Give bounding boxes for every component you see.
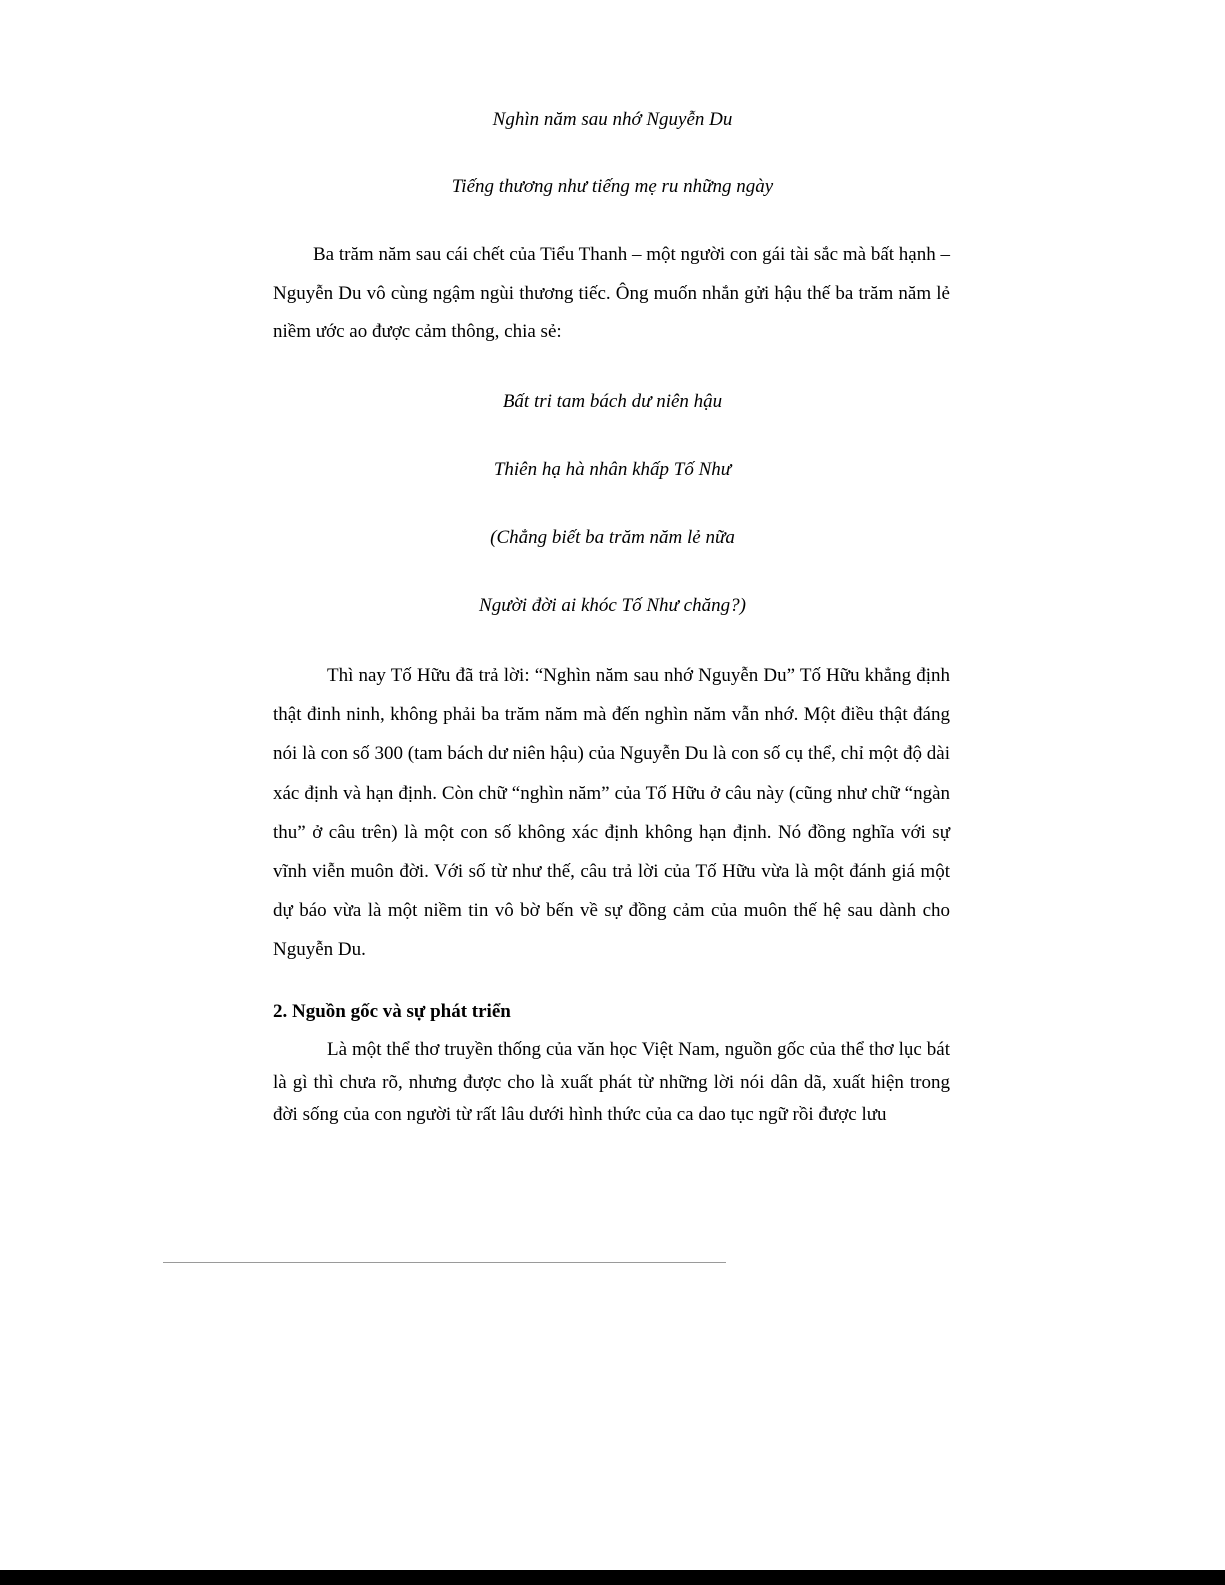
verse-line: Bất tri tam bách dư niên hậu	[502, 391, 723, 412]
verse-line: (Chẳng biết ba trăm năm lẻ nữa	[490, 527, 735, 548]
body-paragraph: Là một thể thơ truyền thống của văn học Việt Nam, nguồn gốc của thể thơ lục bát là gì thì chưa rõ, nhưng được cho là xuất phát từ những lời nói dân dã, xuất hiện trong đời sống của con người từ rất lâu dưới hình thức của ca dao tục ngữ rồi được lưu	[273, 1039, 950, 1125]
bottom-edge-bar	[0, 1570, 1225, 1585]
body-paragraph: Thì nay Tố Hữu đã trả lời: “Nghìn năm sau nhớ Nguyễn Du” Tố Hữu khẳng định thật đinh ninh, không phải ba trăm năm mà đến nghìn năm vẫn nhớ. Một điều thật đáng nói là con số 300 (tam bách dư niên hậu) của Nguyễn Du là con số cụ thể, chỉ một độ dài xác định và hạn định. Còn chữ “nghìn năm” của Tố Hữu ở câu này (cũng như chữ “ngàn thu” ở câu trên) là một con số không xác định không hạn định. Nó đồng nghĩa với sự vĩnh viễn muôn đời. Với số từ như thế, câu trả lời của Tố Hữu vừa là một đánh giá một dự báo vừa là một niềm tin vô bờ bến về sự đồng cảm của muôn thế hệ sau dành cho Nguyễn Du.	[273, 665, 950, 961]
footer-divider	[163, 1262, 726, 1263]
body-paragraph: Ba trăm năm sau cái chết của Tiểu Thanh – một người con gái tài sắc mà bất hạnh – Nguyễn Du vô cùng ngậm ngùi thương tiếc. Ông muốn nhắn gửi hậu thế ba trăm năm lẻ niềm ước ao được cảm thông, chia sẻ:	[273, 244, 950, 342]
verse-line: Nghìn năm sau nhớ Nguyễn Du	[492, 109, 733, 130]
verse-line: Thiên hạ hà nhân khấp Tố Như	[493, 459, 732, 480]
verse-line: Người đời ai khóc Tố Như chăng?)	[479, 595, 746, 616]
verse-line: Tiếng thương như tiếng mẹ ru những ngày	[451, 176, 774, 197]
section-heading: 2. Nguồn gốc và sự phát triển	[273, 1001, 511, 1022]
